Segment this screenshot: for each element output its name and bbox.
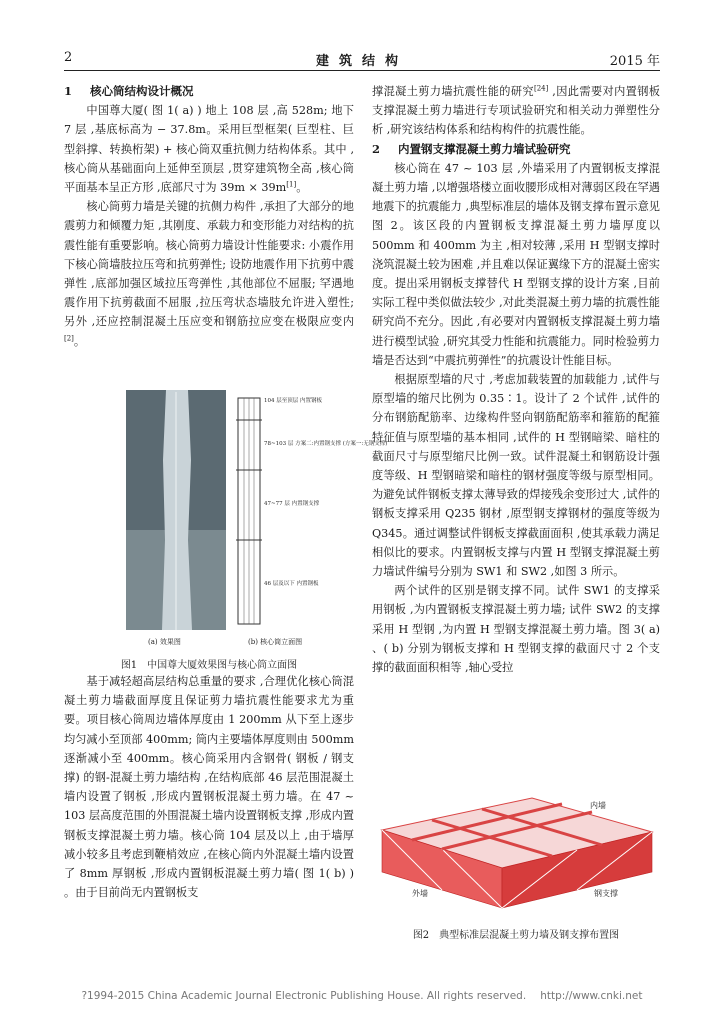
copyright-footer: [0, 990, 724, 1002]
section-1-number: 1: [64, 84, 73, 98]
fig1-sub-b: (b) 核心筒立面图: [248, 638, 303, 646]
journal-year: 2015 年: [609, 54, 660, 69]
section-1-heading: [64, 82, 354, 101]
fig1-sub-a: (a) 效果图: [148, 638, 181, 646]
paragraph-5: 根据原型墙的尺寸 ,考虑加载装置的加载能力 ,试件与原型墙的缩尺比例为 0.35∶1。设计了 2 个试件 ,试件的分布钢筋配筋率、边缘构件竖向钢筋配筋率和箍筋的配箍特征值与原型墙的基本相同 ,试件的 H 型钢暗梁、暗柱的截面尺寸与原型缩尺比例一致。试件混凝土和钢筋设计强度等级、H 型钢暗梁和暗柱的钢材强度等级与原型相同。为避免试件钢板支撑太薄导致的焊接残余变形过大 ,试件的钢板支撑采用 Q235 钢材 ,原型钢支撑钢材的强度等级为 Q345。通过调整试件钢板支撑截面面积 ,使其承载力满足相似比的要求。内置钢板支撑与内置 H 型钢支撑混凝土剪力墙试件编号分别为 SW1 和 SW2 ,如图 3 所示。: [372, 373, 660, 579]
tower-rendering: [162, 390, 192, 630]
cnki-link[interactable]: http://www.cnki.net: [540, 990, 643, 1002]
journal-title: 建筑结构: [315, 54, 408, 69]
header-rule: [64, 70, 660, 71]
paragraph-4: 核心筒在 47 ~ 103 层 ,外墙采用了内置钢板支撑混凝土剪力墙 ,以增强塔楼立面收腰形成相对薄弱区段在罕遇地震下的抗震能力 ,典型标准层的墙体及钢支撑布置示意见图 2。该区段的内置钢板支撑混凝土剪力墙厚度以 500mm 和 400mm 为主 ,相对较薄 ,采用 H 型钢支撑时浇筑混凝土较为困难 ,并且难以保证翼缘下方的混凝土密实度。提出采用钢板支撑替代 H 型钢支撑的设计方案 ,目前实际工程中类似做法较少 ,对此类混凝土剪力墙的抗震性能研究尚不充分。因此 ,有必要对内置钢板支撑混凝土剪力墙进行模型试验 ,研究其受力性能和抗震能力。同时检验剪力墙是否达到“中震抗剪弹性”的抗震设计性能目标。: [372, 161, 660, 367]
fig1-label-upper: 78~103 层 方案二:内置钢支撑 (方案一:无钢支撑): [264, 441, 388, 447]
section-2-heading: [372, 140, 660, 159]
left-column-bottom: [64, 672, 354, 902]
right-column: [372, 82, 660, 677]
section-2-number: 2: [372, 141, 381, 156]
section-2-title: 内置钢支撑混凝土剪力墙试验研究: [398, 141, 571, 156]
paragraph-1: 中国尊大厦( 图 1( a) ) 地上 108 层 ,高 528m; 地下 7 层 ,基底标高为 − 37.8m。采用巨型框架( 巨型柱、巨型斜撑、转换桁架) + 核心筒双重抗侧力结构体系。其中 ,核心筒从基础面向上延伸至顶层 ,贯穿建筑物全高 ,核心筒平面基本呈正方形 ,底部尺寸为 39m × 39m[1]。: [64, 104, 354, 195]
figure-1-caption: 图1 中国尊大厦效果图与核心筒立面图: [120, 660, 298, 671]
paragraph-cont: 撑混凝土剪力墙抗震性能的研究[24] ,因此需要对内置钢板支撑混凝土剪力墙进行专项试验研究和相关动力弹塑性分析 ,研究该结构体系和结构构件的抗震性能。: [372, 84, 660, 137]
fig1-label-top: 104 层至顶层 内置钢板: [264, 398, 322, 404]
figure-2-caption: 图2 典型标准层混凝土剪力墙及钢支撑布置图: [412, 930, 620, 941]
outer-wall-label: 外墙: [412, 889, 428, 898]
page-number: 2: [64, 50, 73, 65]
left-column-top: [64, 82, 354, 351]
fig1-label-bottom: 46 层及以下 内置钢板: [264, 581, 319, 587]
inner-wall-label: 内墙: [590, 801, 606, 810]
figure-1: [118, 390, 388, 650]
citation-2[interactable]: [2]: [64, 333, 74, 342]
steel-brace-label: 钢支撑: [594, 889, 618, 898]
section-1-title: 核心筒结构设计概况: [90, 84, 194, 98]
running-header: [64, 50, 660, 70]
citation-1[interactable]: [1]: [286, 180, 297, 189]
paragraph-6: 两个试件的区别是钢支撑不同。试件 SW1 的支撑采用钢板 ,为内置钢板支撑混凝土剪力墙; 试件 SW2 的支撑采用 H 型钢 ,为内置 H 型钢支撑混凝土剪力墙。图 3( a) 、( b) 分别为钢板支撑和 H 型钢支撑的截面尺寸 2 个支撑的截面面积相等 ,轴心受拉: [372, 584, 660, 675]
paragraph-2: 核心筒剪力墙是关键的抗侧力构件 ,承担了大部分的地震剪力和倾覆力矩 ,其刚度、承载力和变形能力对结构的抗震性能有重要影响。核心筒剪力墙设计性能要求: 小震作用下核心筒墙肢拉压弯和抗剪弹性; 设防地震作用下抗剪中震弹性 ,底部加强区域拉压弯弹性 ,其他部位不屈服; 罕遇地震作用下抗剪截面不屈服 ,拉压弯状态墙肢允许进入塑性; 另外 ,还应控制混凝土压应变和钢筋拉应变在极限应变内[2]。: [64, 200, 354, 348]
citation-24[interactable]: [24]: [533, 84, 549, 93]
copyright-text: ?1994-2015 China Academic Journal Electronic Publishing House. All rights reserved.: [81, 990, 527, 1002]
paragraph-3: 基于减轻超高层结构总重量的要求 ,合理优化核心筒混凝土剪力墙截面厚度且保证剪力墙抗震性能要求尤为重要。项目核心筒周边墙体厚度由 1 200mm 从下至上逐步均匀减小至顶部 400mm; 筒内主要墙体厚度则由 500mm 逐渐减小至 400mm。核心筒采用内含钢骨( 钢板 / 钢支撑) 的钢-混凝土剪力墙结构 ,在结构底部 46 层范围混凝土墙内设置了钢板 ,形成内置钢板混凝土剪力墙。在 47 ~ 103 层高度范围的外围混凝土墙内设置钢板支撑 ,形成内置钢板支撑混凝土剪力墙。核心筒 104 层及以上 ,由于墙厚减小较多且考虑到鞭梢效应 ,在核心筒内外混凝土墙内设置了 8mm 厚钢板 ,形成内置钢板混凝土剪力墙( 图 1( b) ) 。由于目前尚无内置钢板支: [64, 675, 354, 900]
figure-2: [372, 790, 660, 920]
fig1-label-middle: 47~77 层 内置钢支撑: [264, 501, 320, 507]
